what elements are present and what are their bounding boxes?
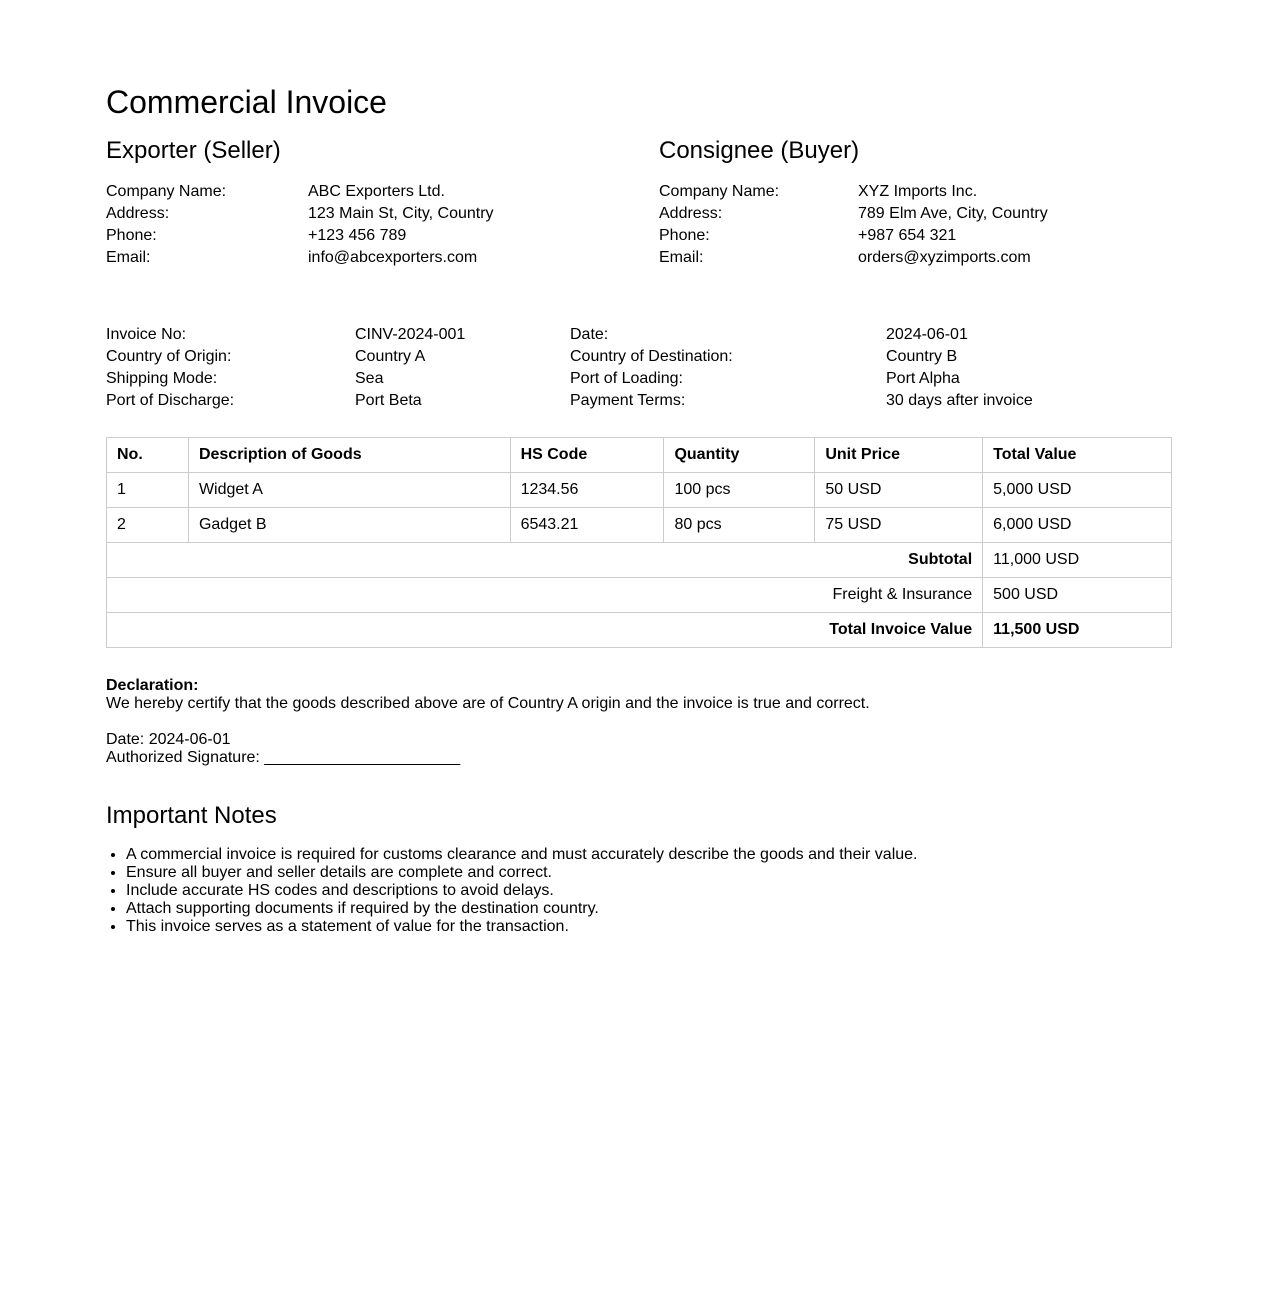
exporter-phone-value: +123 456 789 [308,227,407,244]
table-cell: 6543.21 [510,508,664,543]
column-header: No. [107,438,189,473]
table-cell: 100 pcs [664,473,815,508]
table-header-row [107,438,1172,473]
meta-value: Country A [355,348,426,365]
table-cell: 5,000 USD [983,473,1172,508]
consignee-email-label: Email: [659,249,704,266]
meta-label: Payment Terms: [570,392,686,409]
list-item: • Ensure all buyer and seller details are complete and correct. [126,864,918,882]
signature-line: Authorized Signature: ______________________ [106,749,461,766]
consignee-address-value: 789 Elm Ave, City, Country [858,205,1048,222]
freight-row [107,578,1172,613]
subtotal-value: 11,000 USD [983,543,1172,578]
table-cell: 2 [107,508,189,543]
meta-label: Shipping Mode: [106,370,218,387]
meta-label: Country of Origin: [106,348,232,365]
meta-label: Date: [570,326,609,343]
list-item: • Include accurate HS codes and descriptions to avoid delays. [126,882,918,900]
column-header: Total Value [983,438,1172,473]
consignee-address-label: Address: [659,205,723,222]
list-item: • A commercial invoice is required for customs clearance and must accurately describe the goods and their value. [126,846,918,864]
invoice-meta [106,324,1126,412]
freight-label: Freight & Insurance [107,578,983,613]
column-header: Unit Price [815,438,983,473]
declaration-date: Date: 2024-06-01 [106,731,231,748]
meta-label: Port of Discharge: [106,392,235,409]
exporter-email-value: info@abcexporters.com [308,249,478,266]
exporter-heading: Exporter (Seller) [106,137,281,164]
column-header: Quantity [664,438,815,473]
consignee-phone-value: +987 654 321 [858,227,957,244]
column-header: HS Code [510,438,664,473]
total-value: 11,500 USD [983,613,1172,648]
table-cell: Widget A [188,473,510,508]
meta-value: Country B [886,348,958,365]
exporter-address-value: 123 Main St, City, Country [308,205,494,222]
meta-label: Invoice No: [106,326,187,343]
total-row [107,613,1172,648]
subtotal-label: Subtotal [107,543,983,578]
declaration-section [106,677,870,767]
exporter-company-label: Company Name: [106,183,227,200]
consignee-section [659,135,1118,269]
freight-value: 500 USD [983,578,1172,613]
table-row [107,473,1172,508]
declaration-text: We hereby certify that the goods described above are of Country A origin and the invoice is true and correct. [106,695,870,712]
table-cell: Gadget B [188,508,510,543]
notes-heading: Important Notes [106,802,277,829]
meta-value: CINV-2024-001 [355,326,466,343]
table-row [107,508,1172,543]
declaration-label: Declaration: [106,677,199,694]
exporter-phone-label: Phone: [106,227,157,244]
table-cell: 50 USD [815,473,983,508]
consignee-company-label: Company Name: [659,183,780,200]
meta-label: Port of Loading: [570,370,683,387]
exporter-company-value: ABC Exporters Ltd. [308,183,445,200]
table-cell: 6,000 USD [983,508,1172,543]
consignee-phone-label: Phone: [659,227,710,244]
items-table [106,437,1172,648]
notes-section [106,800,918,936]
meta-value: Sea [355,370,384,387]
meta-value: 2024-06-01 [886,326,968,343]
list-item: • Attach supporting documents if required by the destination country. [126,900,918,918]
total-label: Total Invoice Value [107,613,983,648]
subtotal-row [107,543,1172,578]
meta-value: 30 days after invoice [886,392,1033,409]
notes-list [106,846,918,936]
meta-value: Port Alpha [886,370,960,387]
exporter-address-label: Address: [106,205,170,222]
consignee-heading: Consignee (Buyer) [659,137,860,164]
consignee-company-value: XYZ Imports Inc. [858,183,978,200]
table-cell: 1234.56 [510,473,664,508]
table-cell: 75 USD [815,508,983,543]
column-header: Description of Goods [188,438,510,473]
meta-value: Port Beta [355,392,422,409]
exporter-email-label: Email: [106,249,151,266]
exporter-section [106,135,568,269]
page-title: Commercial Invoice [106,84,387,120]
meta-label: Country of Destination: [570,348,733,365]
list-item: • This invoice serves as a statement of value for the transaction. [126,918,918,936]
consignee-email-value: orders@xyzimports.com [858,249,1031,266]
table-cell: 1 [107,473,189,508]
table-cell: 80 pcs [664,508,815,543]
